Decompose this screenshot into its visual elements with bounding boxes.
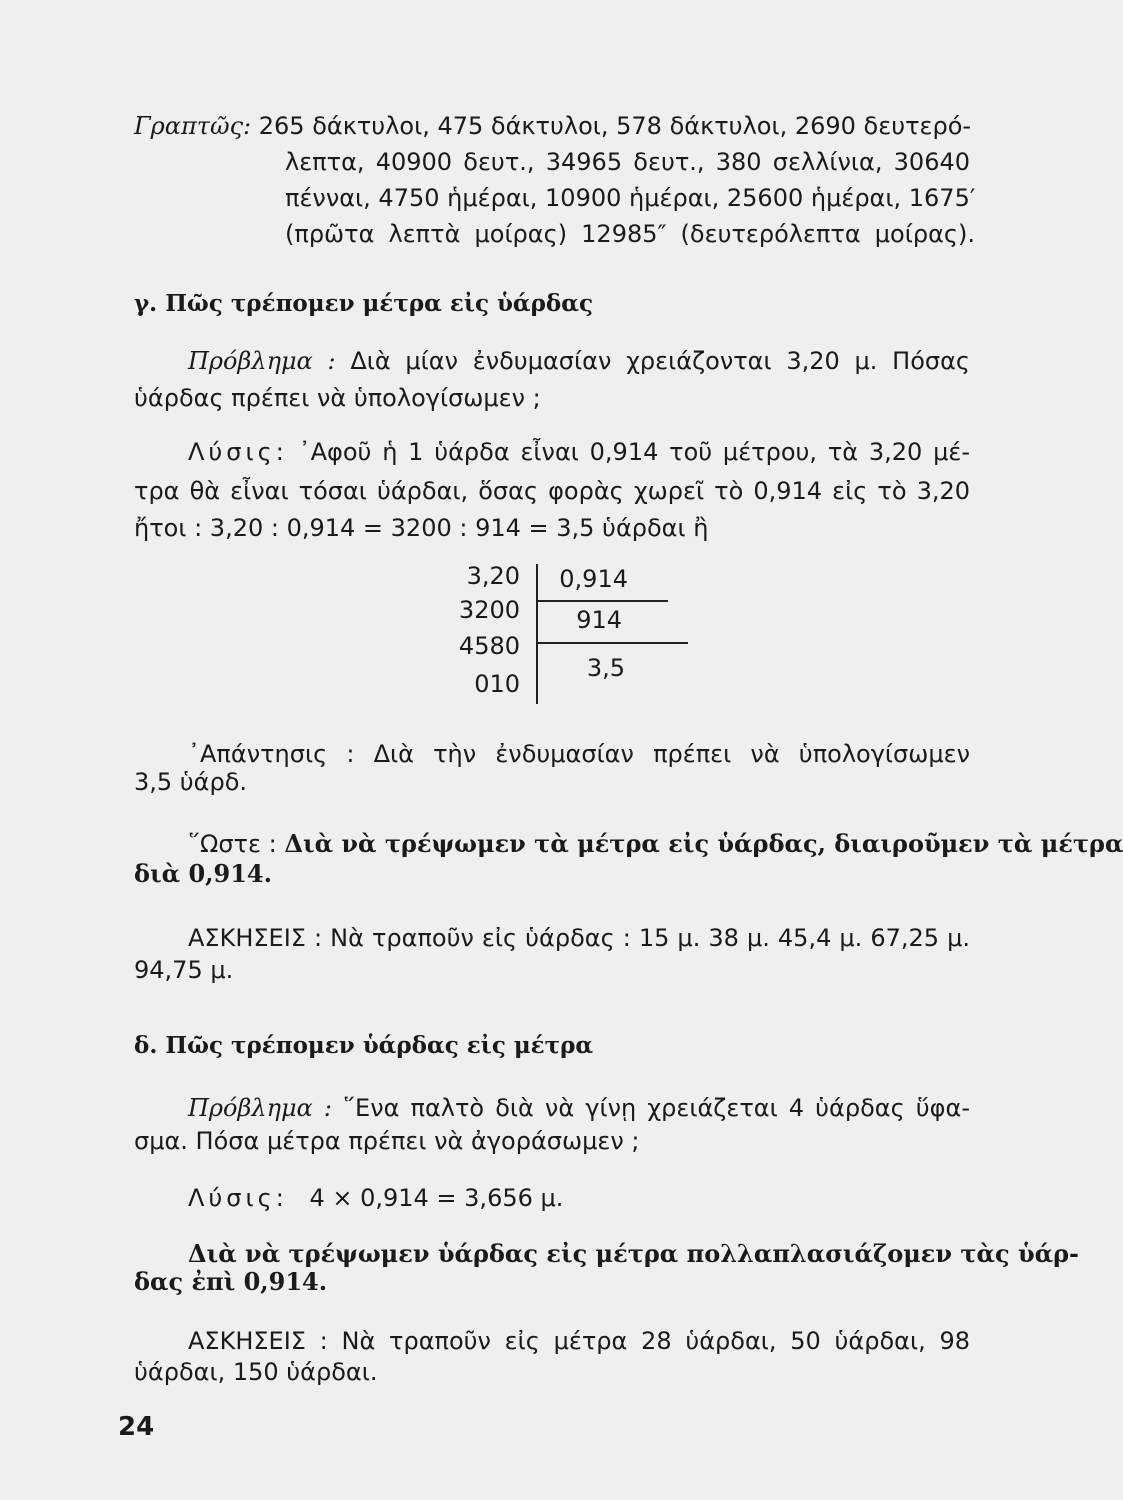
- exercises-2-text: Νὰ τραποῦν εἰς μέτρα 28 ὑάρδαι, 50 ὑάρδαι, 98: [341, 1327, 970, 1355]
- answer-line-2: 3,5 ὑάρδ.: [134, 768, 248, 796]
- solution-1-line-2: τρα θὰ εἶναι τόσαι ὑάρδαι, ὅσας φορὰς χωρεῖ τὸ 0,914 εἰς τὸ 3,20: [134, 477, 970, 505]
- rule-1-bold: Διὰ νὰ τρέψωμεν τὰ μέτρα εἰς ὑάρδας, διαιροῦμεν τὰ μέτρα: [284, 829, 1123, 858]
- problem-1-line-1: [188, 345, 970, 377]
- section-heading-g: γ. Πῶς τρέπομεν μέτρα εἰς ὑάρδας: [134, 290, 593, 317]
- text-line-4: (πρῶτα λεπτὰ μοίρας) 12985″ (δευτερόλεπτα μοίρας).: [285, 220, 975, 248]
- exercises-1-line-2: 94,75 μ.: [134, 956, 234, 984]
- exercises-2-line-2: ὑάρδαι, 150 ὑάρδαι.: [134, 1358, 378, 1386]
- rule-1-line-1: [188, 828, 1123, 860]
- division-divisor-int: 914: [576, 606, 622, 634]
- label-graptos: Γραπτῶς:: [134, 112, 252, 140]
- answer-label: ᾿Απάντησις :: [188, 740, 355, 768]
- problem-1-line-2: ὑάρδας πρέπει νὰ ὑπολογίσωμεν ;: [134, 384, 541, 412]
- solution-1-line-1: [188, 436, 970, 468]
- division-rule-1: [536, 600, 668, 602]
- long-division: [420, 560, 700, 710]
- division-quotient: 3,5: [586, 654, 625, 682]
- division-remainder: 010: [474, 670, 520, 698]
- exercises-1-line-1: [188, 922, 970, 954]
- division-divisor: 0,914: [559, 565, 628, 593]
- problem-2-line-2: σμα. Πόσα μέτρα πρέπει νὰ ἀγοράσωμεν ;: [134, 1127, 640, 1155]
- line-1-text: 265 δάκτυλοι, 475 δάκτυλοι, 578 δάκτυλοι, 2690 δευτερό-: [258, 112, 972, 140]
- solution-1-text: ᾿Αφοῦ ἡ 1 ὑάρδα εἶναι 0,914 τοῦ μέτρου, τὰ 3,20 μέ-: [298, 438, 970, 466]
- solution-label: Λύσις:: [188, 438, 288, 466]
- problem-1-text: Διὰ μίαν ἐνδυμασίαν χρειάζονται 3,20 μ. Πόσας: [350, 347, 970, 375]
- text-line-2: λεπτα, 40900 δευτ., 34965 δευτ., 380 σελλίνια, 30640: [285, 148, 970, 176]
- division-step-1: 3200: [458, 596, 520, 624]
- division-dividend: 3,20: [466, 562, 520, 590]
- rule-2-line-2: δας ἐπὶ 0,914.: [134, 1267, 328, 1296]
- rule-1-start: ῞Ωστε :: [188, 830, 277, 858]
- problem-2-line-1: [188, 1092, 970, 1124]
- problem-2-label: Πρόβλημα :: [188, 1094, 332, 1122]
- division-rule-2: [536, 642, 688, 644]
- exercises-1-label: ΑΣΚΗΣΕΙΣ :: [188, 924, 323, 952]
- solution-2-text: 4 × 0,914 = 3,656 μ.: [309, 1184, 564, 1212]
- problem-label: Πρόβλημα :: [188, 347, 336, 375]
- exercises-2-line-1: [188, 1325, 970, 1357]
- problem-2-text: ῞Ενα παλτὸ διὰ νὰ γίνῃ χρειάζεται 4 ὑάρδας ὕφα-: [343, 1094, 970, 1122]
- exercises-1-text: Νὰ τραποῦν εἰς ὑάρδας : 15 μ. 38 μ. 45,4 μ. 67,25 μ.: [330, 924, 970, 952]
- solution-2-label: Λύσις:: [188, 1184, 288, 1212]
- solution-2-line: [188, 1182, 970, 1214]
- page-number: 24: [118, 1412, 155, 1442]
- answer-text: Διὰ τὴν ἐνδυμασίαν πρέπει νὰ ὑπολογίσωμεν: [373, 740, 970, 768]
- text-line-1: [134, 110, 970, 142]
- text-line-3: πένναι, 4750 ἡμέραι, 10900 ἡμέραι, 25600 ἡμέραι, 1675′: [285, 184, 976, 212]
- exercises-2-label: ΑΣΚΗΣΕΙΣ :: [188, 1327, 328, 1355]
- rule-1-line-2: διὰ 0,914.: [134, 859, 272, 888]
- section-heading-d: δ. Πῶς τρέπομεν ὑάρδας εἰς μέτρα: [134, 1032, 594, 1059]
- division-step-2: 4580: [458, 632, 520, 660]
- rule-2-line-1: Διὰ νὰ τρέψωμεν ὑάρδας εἰς μέτρα πολλαπλασιάζομεν τὰς ὑάρ-: [188, 1239, 1079, 1268]
- solution-1-line-3: ἤτοι : 3,20 : 0,914 = 3200 : 914 = 3,5 ὑάρδαι ἢ: [134, 514, 709, 542]
